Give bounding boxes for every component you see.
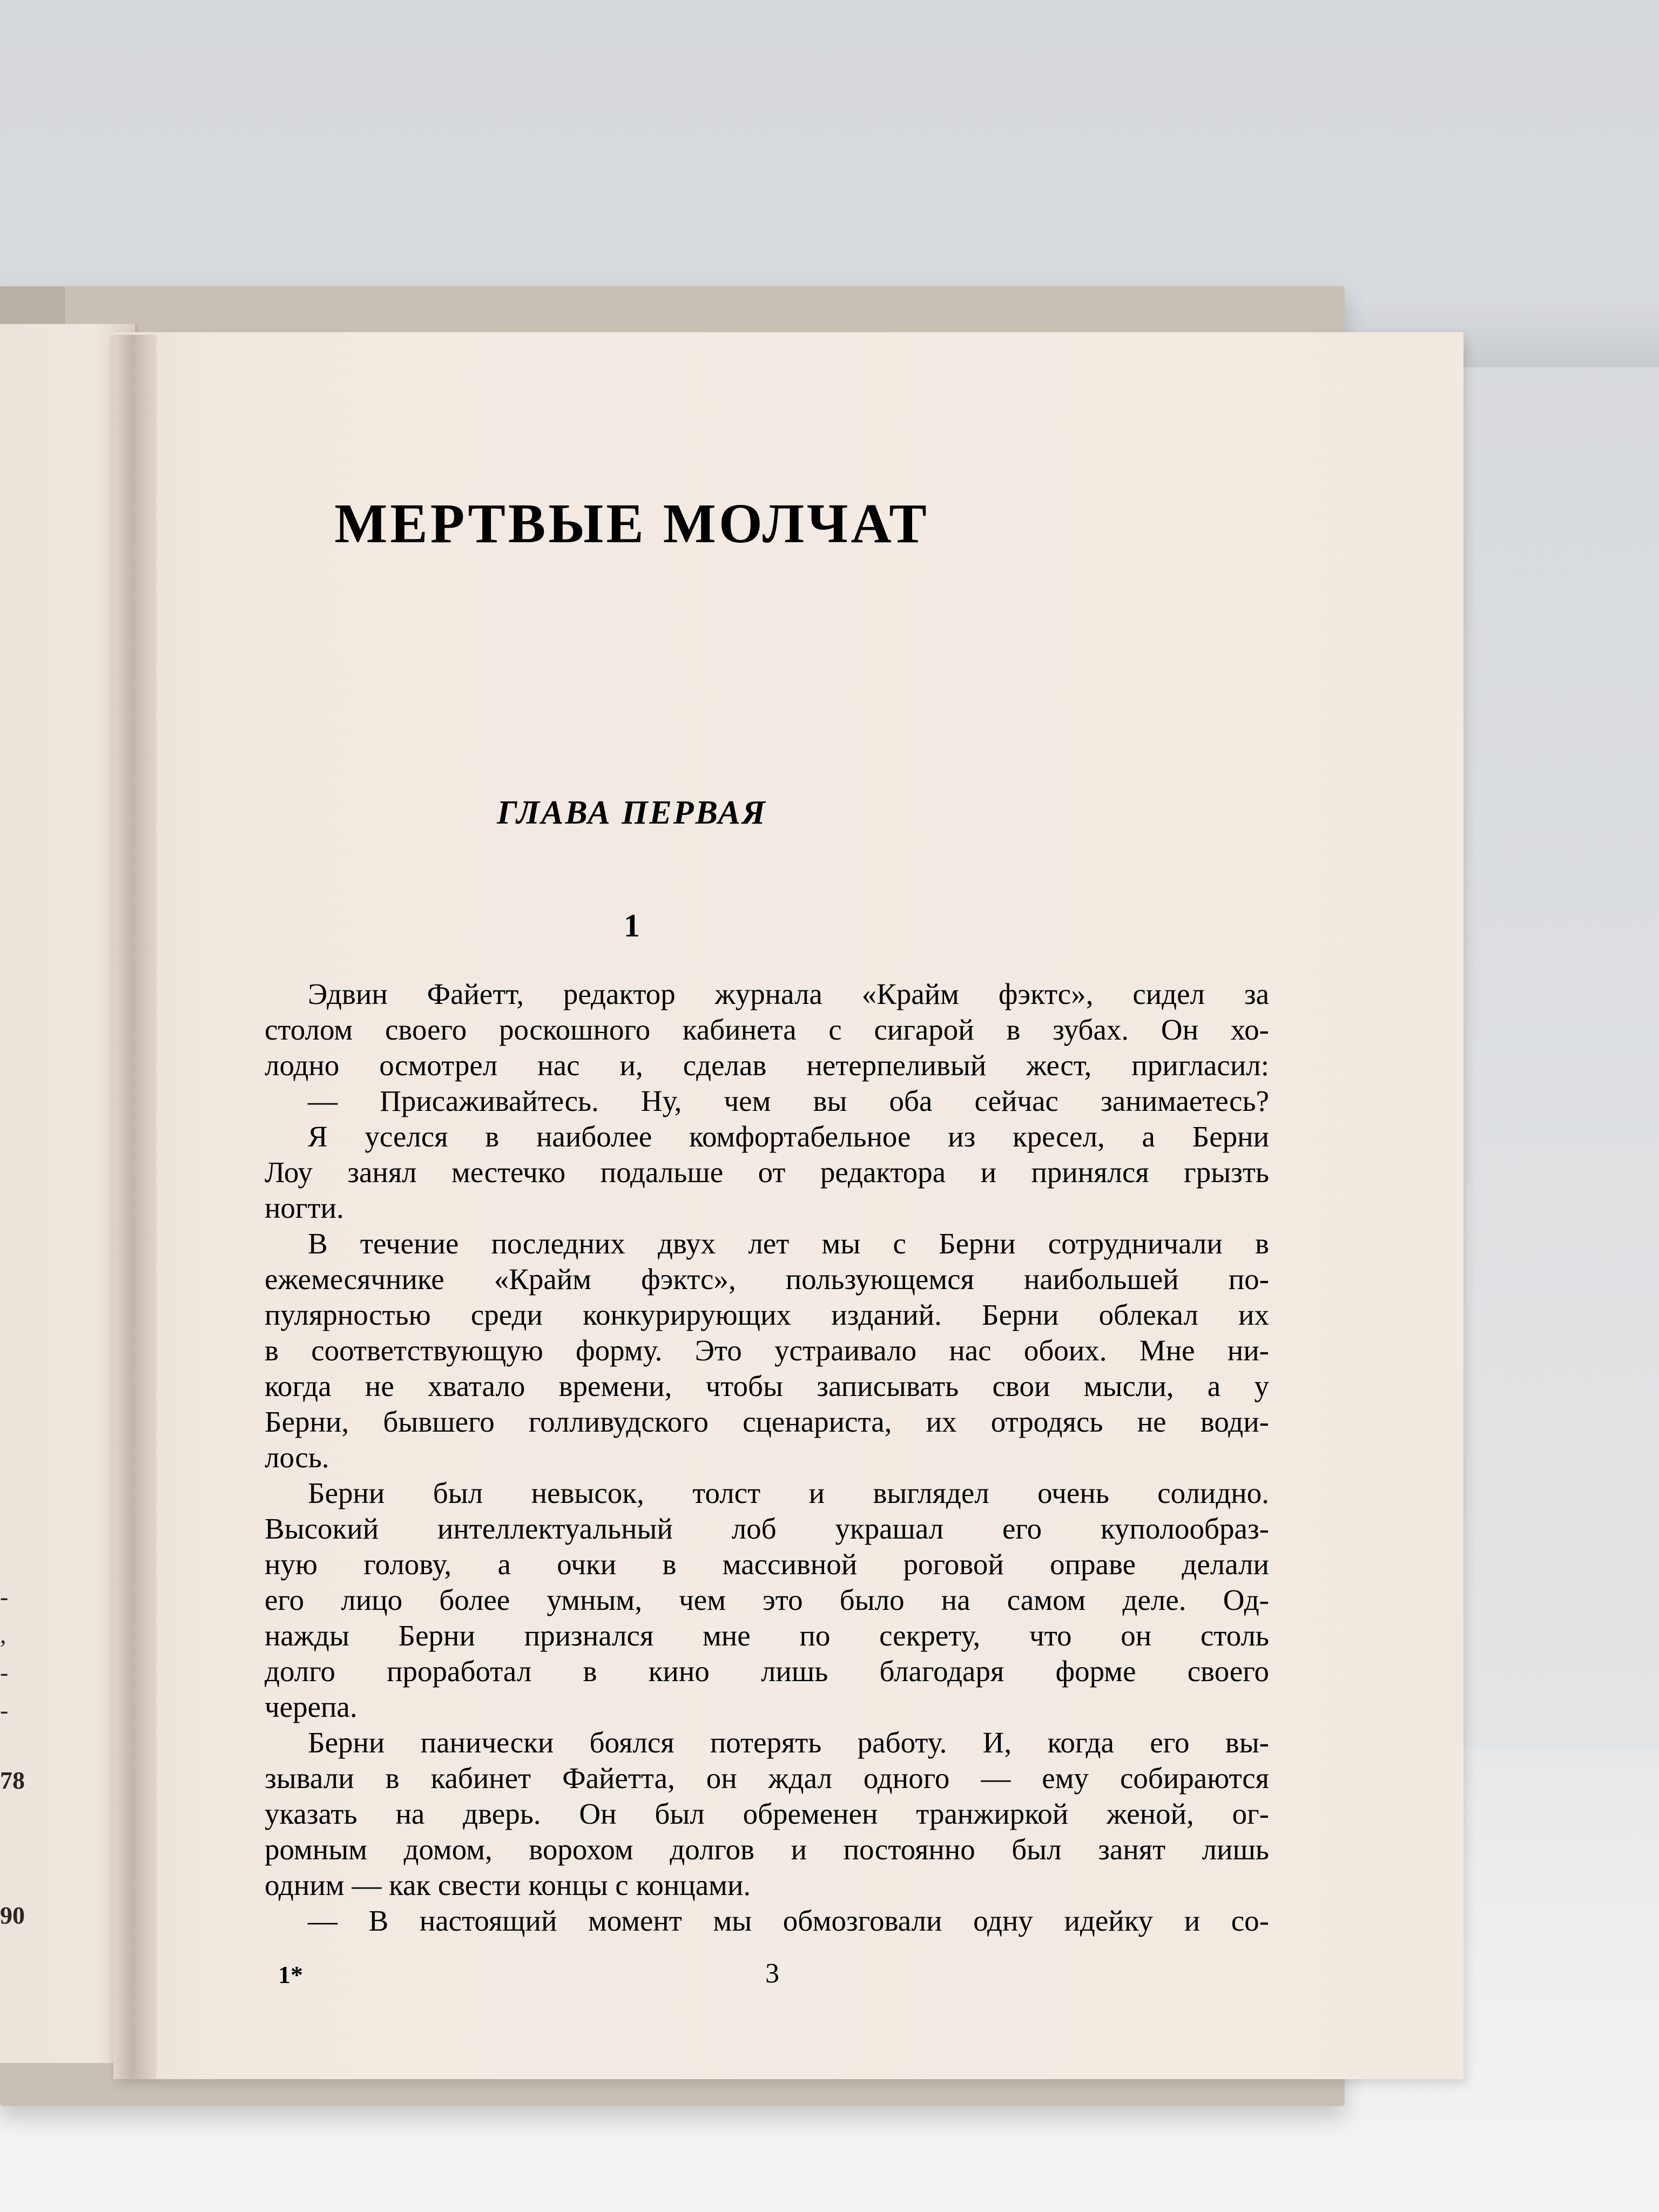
text-line: Лоу занял местечко подальше от редактора и принялся грызть [265, 1156, 1269, 1189]
text-line: в соответствующую форму. Это устраивало нас обоих. Мне ни- [265, 1334, 1269, 1367]
left-page-fragment: - [0, 1696, 9, 1724]
body-text [265, 976, 1269, 1939]
text-line: столом своего роскошного кабинета с сигарой в зубах. Он хо- [265, 1013, 1269, 1046]
text-line: ромным домом, ворохом долгов и постоянно был занят лишь [265, 1833, 1269, 1866]
text-line: черепа. [265, 1690, 358, 1723]
text-line: нажды Берни признался мне по секрету, что он столь [265, 1619, 1269, 1652]
left-page-fragment: , [0, 1621, 6, 1648]
text-line: долго проработал в кино лишь благодаря форме своего [265, 1655, 1269, 1688]
text-line: Эдвин Файетт, редактор журнала «Крайм фэктс», сидел за [308, 977, 1269, 1010]
text-line: ежемесячнике «Крайм фэктс», пользующемся наибольшей по- [265, 1263, 1269, 1296]
text-line: ногти. [265, 1191, 344, 1224]
section-number: 1 [624, 908, 640, 943]
text-line: — В настоящий момент мы обмозговали одну идейку и со- [308, 1904, 1269, 1937]
left-page-fragment: 90 [0, 1901, 25, 1929]
text-line: лодно осмотрел нас и, сделав нетерпеливый жест, пригласил: [265, 1049, 1269, 1082]
text-line: Берни, бывшего голливудского сценариста, их отродясь не води- [265, 1405, 1269, 1438]
text-line: одним — как свести концы с концами. [265, 1869, 751, 1901]
chapter-heading: ГЛАВА ПЕРВАЯ [497, 794, 767, 831]
book-gutter [108, 335, 157, 2079]
text-line: указать на дверь. Он был обременен транжиркой женой, ог- [265, 1797, 1269, 1830]
signature-mark: 1* [278, 1961, 303, 1988]
text-line: когда не хватало времени, чтобы записывать свои мысли, а у [265, 1370, 1269, 1402]
left-page-fragment: 78 [0, 1766, 25, 1794]
text-line: Я уселся в наиболее комфортабельное из кресел, а Берни [308, 1120, 1269, 1153]
page-number: 3 [765, 1958, 779, 1989]
text-line: Высокий интеллектуальный лоб украшал его куполообраз- [265, 1512, 1269, 1545]
text-line: лось. [265, 1441, 329, 1474]
left-page-fragment: - [0, 1658, 9, 1686]
text-line: пулярностью среди конкурирующих изданий. Берни облекал их [265, 1298, 1269, 1331]
text-line: Берни панически боялся потерять работу. И, когда его вы- [308, 1726, 1269, 1759]
text-line: В течение последних двух лет мы с Берни сотрудничали в [308, 1227, 1269, 1260]
left-page-fragment: - [0, 1583, 9, 1610]
text-line: — Присаживайтесь. Ну, чем вы оба сейчас занимаетесь? [308, 1084, 1269, 1117]
text-line: Берни был невысок, толст и выглядел очень солидно. [308, 1476, 1269, 1509]
text-line: его лицо более умным, чем это было на самом деле. Од- [265, 1583, 1269, 1616]
book-title: МЕРТВЫЕ МОЛЧАТ [334, 493, 929, 555]
text-line: ную голову, а очки в массивной роговой оправе делали [265, 1548, 1269, 1581]
text-line: зывали в кабинет Файетта, он ждал одного — ему собираются [265, 1762, 1269, 1795]
